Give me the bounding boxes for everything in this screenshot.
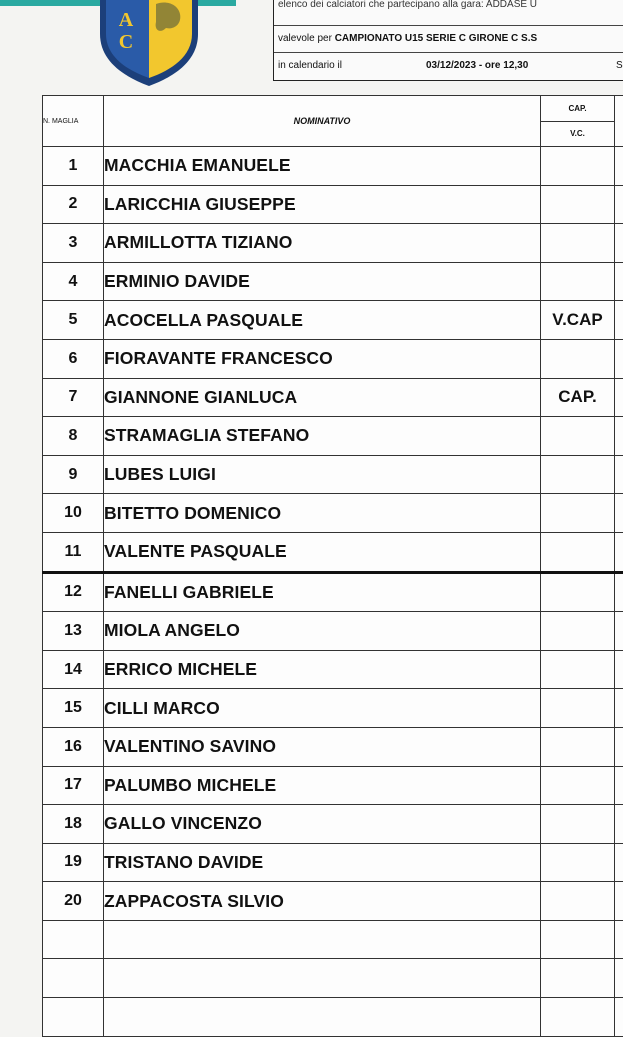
shirt-number: 20 <box>43 882 104 921</box>
captain-mark <box>541 766 615 805</box>
shirt-number <box>43 920 104 959</box>
captain-mark <box>541 805 615 844</box>
player-name: CILLI MARCO <box>104 689 541 728</box>
table-row <box>43 959 623 998</box>
shirt-number: 8 <box>43 417 104 456</box>
captain-mark <box>541 959 615 998</box>
captain-mark: V.CAP <box>541 301 615 340</box>
extra-cell <box>615 532 623 572</box>
captain-mark <box>541 612 615 651</box>
player-name <box>104 998 541 1037</box>
extra-cell <box>615 147 623 186</box>
extra-cell <box>615 766 623 805</box>
shirt-number: 5 <box>43 301 104 340</box>
player-name <box>104 920 541 959</box>
player-name: VALENTINO SAVINO <box>104 727 541 766</box>
match-date-time: 03/12/2023 - ore 12,30 <box>426 53 528 79</box>
shirt-number: 2 <box>43 185 104 224</box>
extra-cell <box>615 185 623 224</box>
table-row <box>43 920 623 959</box>
captain-mark <box>541 727 615 766</box>
captain-mark <box>541 185 615 224</box>
schedule-line <box>274 53 623 79</box>
column-header-extra <box>615 96 623 147</box>
player-name: PALUMBO MICHELE <box>104 766 541 805</box>
roster-body <box>43 147 623 1037</box>
schedule-label: in calendario il <box>278 60 342 71</box>
shirt-number: 4 <box>43 262 104 301</box>
table-row <box>43 805 623 844</box>
player-name: MACCHIA EMANUELE <box>104 147 541 186</box>
captain-mark <box>541 572 615 612</box>
player-name: FANELLI GABRIELE <box>104 572 541 612</box>
extra-cell <box>615 959 623 998</box>
captain-mark <box>541 882 615 921</box>
player-name: ERRICO MICHELE <box>104 650 541 689</box>
captain-mark <box>541 455 615 494</box>
table-row <box>43 224 623 263</box>
player-name: TRISTANO DAVIDE <box>104 843 541 882</box>
extra-cell <box>615 339 623 378</box>
player-name: VALENTE PASQUALE <box>104 532 541 572</box>
table-row <box>43 417 623 456</box>
shirt-number <box>43 959 104 998</box>
competition-line <box>274 26 623 53</box>
table-row <box>43 766 623 805</box>
table-row <box>43 612 623 651</box>
captain-mark <box>541 224 615 263</box>
extra-cell <box>615 378 623 417</box>
shirt-number: 10 <box>43 494 104 533</box>
captain-mark <box>541 920 615 959</box>
captain-mark <box>541 147 615 186</box>
table-row <box>43 339 623 378</box>
table-row <box>43 455 623 494</box>
extra-cell <box>615 572 623 612</box>
match-heading-line <box>274 0 623 26</box>
table-row <box>43 532 623 572</box>
competition-prefix: valevole per <box>278 33 335 44</box>
player-name <box>104 959 541 998</box>
shirt-number: 7 <box>43 378 104 417</box>
table-row <box>43 262 623 301</box>
captain-mark <box>541 532 615 572</box>
shirt-number: 12 <box>43 572 104 612</box>
svg-text:A: A <box>119 9 134 31</box>
table-row <box>43 572 623 612</box>
shirt-number: 16 <box>43 727 104 766</box>
shirt-number: 14 <box>43 650 104 689</box>
player-name: GIANNONE GIANLUCA <box>104 378 541 417</box>
column-header-vice-captain: V.C. <box>541 121 615 147</box>
extra-cell <box>615 494 623 533</box>
player-name: LARICCHIA GIUSEPPE <box>104 185 541 224</box>
shirt-number <box>43 998 104 1037</box>
captain-mark <box>541 998 615 1037</box>
extra-cell <box>615 301 623 340</box>
player-name: ERMINIO DAVIDE <box>104 262 541 301</box>
shirt-number: 13 <box>43 612 104 651</box>
shirt-number: 9 <box>43 455 104 494</box>
captain-mark: CAP. <box>541 378 615 417</box>
column-header-name: NOMINATIVO <box>104 96 541 147</box>
table-row <box>43 301 623 340</box>
table-row <box>43 689 623 728</box>
player-name: MIOLA ANGELO <box>104 612 541 651</box>
extra-cell <box>615 998 623 1037</box>
shirt-number: 3 <box>43 224 104 263</box>
extra-cell <box>615 882 623 921</box>
player-name: ACOCELLA PASQUALE <box>104 301 541 340</box>
player-name: ARMILLOTTA TIZIANO <box>104 224 541 263</box>
extra-cell <box>615 689 623 728</box>
table-row <box>43 843 623 882</box>
captain-mark <box>541 339 615 378</box>
player-name: GALLO VINCENZO <box>104 805 541 844</box>
extra-cell <box>615 417 623 456</box>
player-roster-table <box>42 95 623 1037</box>
svg-text:C: C <box>119 31 133 53</box>
player-name: STRAMAGLIA STEFANO <box>104 417 541 456</box>
table-row <box>43 650 623 689</box>
shirt-number: 11 <box>43 532 104 572</box>
captain-mark <box>541 262 615 301</box>
extra-cell <box>615 224 623 263</box>
table-row <box>43 727 623 766</box>
extra-cell <box>615 455 623 494</box>
extra-cell <box>615 805 623 844</box>
table-row <box>43 998 623 1037</box>
shirt-number: 15 <box>43 689 104 728</box>
captain-mark <box>541 417 615 456</box>
match-info-box <box>273 0 623 81</box>
shirt-number: 19 <box>43 843 104 882</box>
captain-mark <box>541 689 615 728</box>
player-name: BITETTO DOMENICO <box>104 494 541 533</box>
shirt-number: 1 <box>43 147 104 186</box>
table-row <box>43 378 623 417</box>
table-row <box>43 494 623 533</box>
extra-cell <box>615 727 623 766</box>
extra-cell <box>615 612 623 651</box>
player-name: ZAPPACOSTA SILVIO <box>104 882 541 921</box>
column-header-captain: CAP. <box>541 96 615 122</box>
table-row <box>43 147 623 186</box>
player-name: LUBES LUIGI <box>104 455 541 494</box>
extra-cell <box>615 650 623 689</box>
shirt-number: 18 <box>43 805 104 844</box>
extra-cell <box>615 262 623 301</box>
extra-cell <box>615 843 623 882</box>
club-crest-logo <box>96 0 202 86</box>
player-name: FIORAVANTE FRANCESCO <box>104 339 541 378</box>
schedule-tail: S <box>616 53 623 79</box>
captain-mark <box>541 650 615 689</box>
competition-name: CAMPIONATO U15 SERIE C GIRONE C S.S <box>335 33 537 44</box>
shirt-number: 6 <box>43 339 104 378</box>
captain-mark <box>541 494 615 533</box>
match-heading-text: elenco dei calciatori che partecipano alla gara: ADDASE U <box>278 0 537 10</box>
captain-mark <box>541 843 615 882</box>
shirt-number: 17 <box>43 766 104 805</box>
table-row <box>43 882 623 921</box>
column-header-shirt-number: N. MAGLIA <box>43 96 104 147</box>
extra-cell <box>615 920 623 959</box>
table-row <box>43 185 623 224</box>
